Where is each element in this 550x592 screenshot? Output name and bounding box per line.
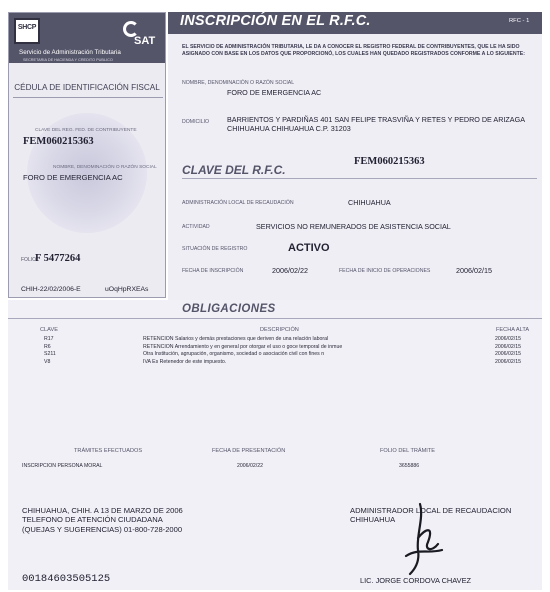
clave-label: CLAVE DEL R.F.C.	[182, 163, 286, 177]
row-fecha: 2006/02/15	[495, 358, 521, 365]
card-title: CÉDULA DE IDENTIFICACIÓN FISCAL	[14, 83, 160, 92]
actividad-label: ACTIVIDAD	[182, 224, 210, 230]
obligaciones-divider	[8, 318, 542, 319]
card-nombre-label: NOMBRE, DENOMINACIÓN O RAZÓN SOCIAL	[53, 165, 157, 170]
document-number: 00184603505125	[22, 573, 111, 585]
fecha-inscripcion-label: FECHA DE INSCRIPCIÓN	[182, 268, 244, 274]
footer-authority-city: CHIHUAHUA	[350, 515, 396, 525]
row-fecha: 2006/02/15	[495, 351, 521, 357]
shcp-logo	[14, 18, 40, 44]
row-clave: V8	[44, 358, 51, 365]
card-rfc: FEM060215363	[23, 136, 94, 147]
footer-authority: ADMINISTRADOR LOCAL DE RECAUDACION	[350, 506, 512, 515]
tramite-value: INSCRIPCION PERSONA MORAL	[22, 463, 103, 469]
col-header-clave: CLAVE	[40, 327, 58, 333]
intro-text: EL SERVICIO DE ADMINISTRACIÓN TRIBUTARIA, LE DA A CONOCER EL REGISTRO FEDERAL DE CONTRIBUYENTES, QUE LE HA SIDO ASIGNADO CON BASE EN LOS DATOS QUE PROPORCIONÓ, LOS CUALES HAN QUEDADO REGISTRADOS CONFORME A LO SIGUIENTE:	[182, 44, 525, 58]
form-title: INSCRIPCIÓN EN EL R.F.C.	[180, 13, 371, 29]
clave-value: FEM060215363	[354, 156, 425, 167]
row-clave: S211	[44, 351, 56, 357]
situacion-value: ACTIVO	[288, 242, 330, 254]
fecha-presentacion-header: FECHA DE PRESENTACIÓN	[212, 448, 286, 454]
sat-logo	[121, 21, 159, 49]
tramite-header: TRÁMITES EFECTUADOS	[74, 448, 143, 454]
card-folio-label: FOLIO	[21, 257, 37, 263]
adm-label: ADMINISTRACIÓN LOCAL DE RECAUDACIÓN	[182, 200, 294, 206]
footer-date: CHIHUAHUA, CHIH. A 13 DE MARZO DE 2006	[22, 506, 183, 515]
section-divider	[182, 178, 537, 179]
shcp-logo-text: SHCP	[17, 24, 37, 31]
row-fecha: 2006/02/15	[495, 336, 521, 342]
actividad-value: SERVICIOS NO REMUNERADOS DE ASISTENCIA SOCIAL	[256, 222, 451, 231]
col-header-descripcion: DESCRIPCIÓN	[260, 327, 299, 333]
card-folio: F 5477264	[35, 253, 81, 264]
card-divider	[13, 97, 163, 98]
table-row	[0, 344, 550, 352]
table-row	[0, 351, 550, 359]
sat-logo-text: SAT	[134, 35, 156, 47]
col-header-fecha: FECHA ALTA	[496, 327, 530, 333]
row-clave: R6	[44, 343, 51, 350]
situacion-label: SITUACIÓN DE REGISTRO	[182, 246, 248, 252]
obligaciones-title: OBLIGACIONES	[182, 303, 276, 315]
fecha-presentacion-value: 2006/02/22	[237, 463, 263, 469]
folio-tramite-value: 3655886	[399, 463, 420, 469]
fecha-inicio-label: FECHA DE INICIO DE OPERACIONES	[339, 268, 431, 274]
folio-tramite-header: FOLIO DEL TRÁMITE	[380, 448, 436, 454]
card-rfc-label: CLAVE DEL REG. FED. DE CONTRIBUYENTE	[35, 128, 137, 133]
fecha-inicio-value: 2006/02/15	[456, 266, 492, 275]
card-code-left: CHIH-22/02/2006-E	[21, 286, 81, 293]
row-descripcion: IVA Es Retenedor de este impuesto.	[143, 358, 227, 365]
row-fecha: 2006/02/15	[495, 343, 521, 350]
domicilio-label: DOMICILIO	[182, 119, 210, 125]
row-descripcion: Otra Institución, agrupación, organismo, sociedad o asociación civil con fines n	[143, 351, 325, 357]
nombre-value: FORO DE EMERGENCIA AC	[227, 88, 322, 97]
footer-phone-label: TELEFONO DE ATENCIÓN CIUDADANA	[22, 515, 163, 525]
table-row	[0, 336, 550, 344]
signature-mark	[398, 498, 448, 578]
signer-name: LIC. JORGE CORDOVA CHAVEZ	[360, 576, 472, 585]
form-code: RFC - 1	[509, 18, 530, 24]
footer-location-block	[22, 506, 183, 534]
table-row	[0, 359, 550, 367]
card-code-right: uOqHpRXEAs	[105, 286, 149, 293]
fecha-inscripcion-value: 2006/02/22	[272, 266, 308, 275]
nombre-label: NOMBRE, DENOMINACIÓN O RAZÓN SOCIAL	[182, 80, 295, 86]
card-nombre: FORO DE EMERGENCIA AC	[23, 173, 123, 182]
row-descripcion: RETENCION Arrendamiento y en general por otorgar el uso o goce temporal de inmue	[143, 343, 343, 350]
card-agency: Servicio de Administración Tributaria	[19, 49, 121, 56]
row-descripcion: RETENCION Salarios y demás prestaciones que deriven de una relación laboral	[143, 336, 329, 342]
adm-value: CHIHUAHUA	[348, 198, 391, 207]
identification-card	[8, 12, 166, 298]
row-clave: R17	[44, 336, 54, 342]
card-subagency: SECRETARIA DE HACIENDA Y CREDITO PUBLICO	[23, 58, 113, 62]
domicilio-value: BARRIENTOS Y PARDIÑAS 401 SAN FELIPE TRASVIÑA Y RETES Y PEDRO DE ARIZAGA CHIHUAHUA CHIHUAHUA C.P. 31203	[227, 115, 525, 133]
footer-phone: (QUEJAS Y SUGERENCIAS) 01-800-728-2000	[22, 524, 183, 534]
